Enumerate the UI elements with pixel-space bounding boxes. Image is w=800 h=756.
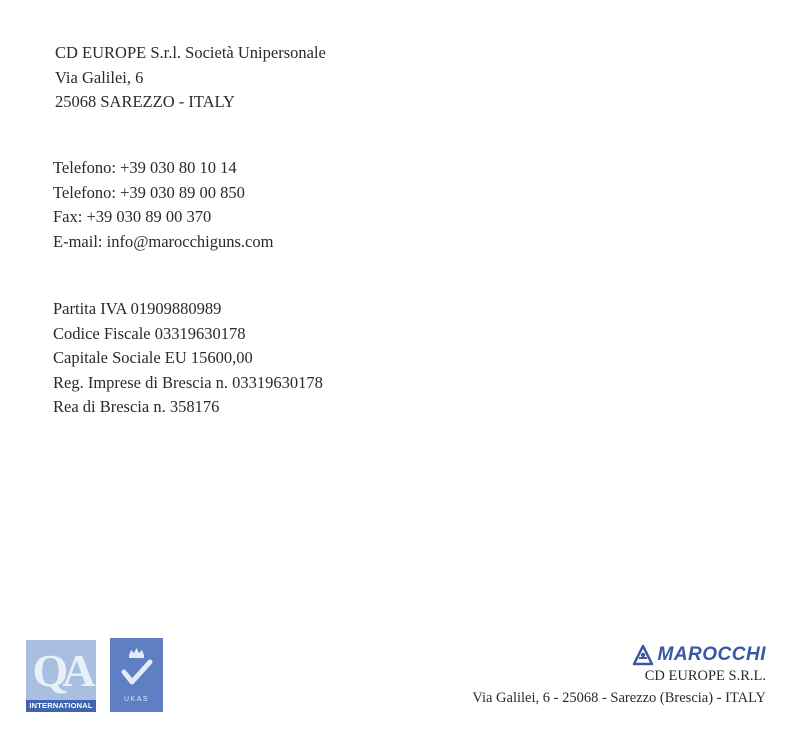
phone-line-1: Telefono: +39 030 80 10 14 xyxy=(53,158,237,177)
qa-logo-letters: QA xyxy=(32,644,90,696)
crown-check-icon xyxy=(110,638,163,696)
footer-company-name: CD EUROPE S.R.L. xyxy=(644,668,766,684)
tax-code: Codice Fiscale 03319630178 xyxy=(53,323,246,343)
company-address-block xyxy=(55,41,326,115)
qa-international-logo xyxy=(26,640,96,712)
email-line: E-mail: info@marocchiguns.com xyxy=(53,231,274,251)
business-registry: Reg. Imprese di Brescia n. 03319630178 xyxy=(53,372,323,392)
fax-line: Fax: +39 030 89 00 370 xyxy=(53,207,212,226)
ukas-label: UKAS xyxy=(123,696,150,703)
phone-line-2: Telefono: +39 030 89 00 850 xyxy=(53,182,245,202)
brand-name: MAROCCHI xyxy=(657,644,766,665)
ukas-logo xyxy=(110,638,163,712)
legal-info-block xyxy=(53,297,323,420)
qa-logo-band: INTERNATIONAL xyxy=(26,700,96,712)
rea-number: Rea di Brescia n. 358176 xyxy=(53,397,220,416)
footer-address: Via Galilei, 6 - 25068 - Sarezzo (Brescia) - ITALY xyxy=(472,690,766,706)
marocchi-logo-icon xyxy=(632,644,656,666)
vat-number: Partita IVA 01909880989 xyxy=(53,299,222,318)
contact-block xyxy=(53,156,273,254)
marocchi-brand xyxy=(632,644,767,666)
share-capital: Capitale Sociale EU 15600,00 xyxy=(53,348,253,367)
company-street: Via Galilei, 6 xyxy=(55,67,144,87)
company-city: 25068 SAREZZO - ITALY xyxy=(55,92,235,111)
company-name: CD EUROPE S.r.l. Società Unipersonale xyxy=(55,43,326,62)
